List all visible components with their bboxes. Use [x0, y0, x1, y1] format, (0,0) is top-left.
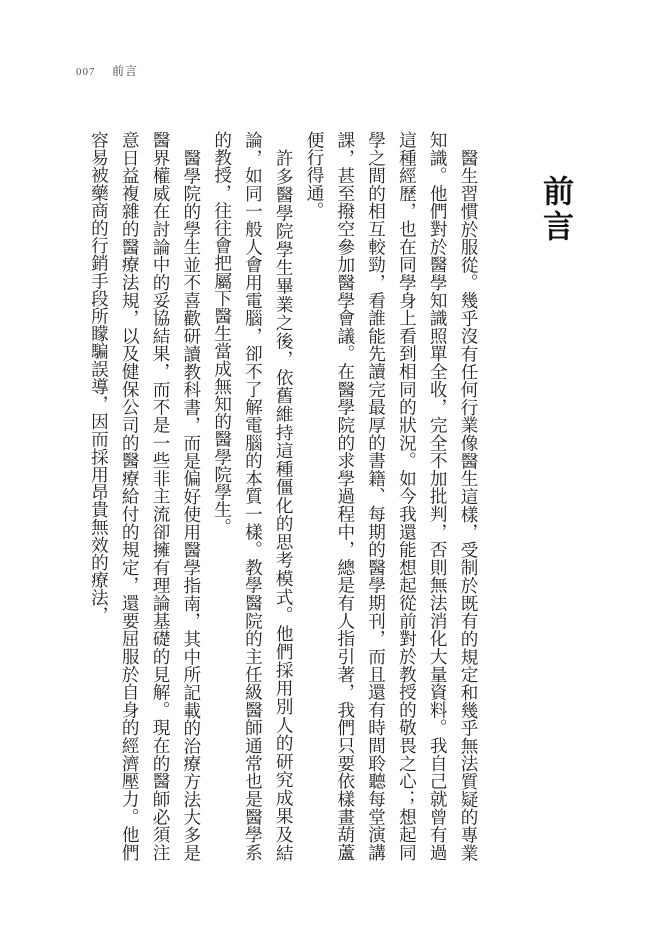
page-number: 007	[76, 66, 96, 78]
paragraph: 許多醫學院學生畢業之後，依舊維持這種僵化的思考模式。他們採用別人的研究成果及結論，如同一般人會用電腦，卻不了解電腦的本質一樣。教學醫院的主任級醫師通常也是醫學系的教授，往往會把屬下醫生當成無知的醫學院學生。	[211, 131, 294, 861]
body-text	[83, 131, 483, 861]
paragraph: 醫學院的學生並不喜歡研讀教科書，而是偏好使用醫學指南，其中所記載的治療方法大多是醫界權威在討論中的妥協結果，而不是一些非主流卻擁有理論基礎的見解。現在的醫師必須注意日益複雜的醫療法規，以及健保公司的醫療給付的規定，還要屈服於自身的經濟壓力。他們容易被藥商的行銷手段所矇騙誤導，因而採用昂貴無效的療法，	[88, 131, 201, 861]
section-title: 前言	[112, 64, 139, 78]
running-head	[76, 62, 138, 79]
paragraph: 醫生習慣於服從。幾乎沒有任何行業像醫生這樣，受制於既有的規定和幾乎無法質疑的專業知識。他們對於醫學知識照單全收，完全不加批判，否則無法消化大量資料。我自己就曾有過這種經歷，也在同學身上看到相同的狀況。如今我還能想起從前對於教授的敬畏之心；想起同學之間的相互較勁，看誰能先讀完最厚的書籍、每期的醫學期刊，而且還有時間聆聽每堂演講課，甚至撥空參加醫學會議。在醫學院的求學過程中，總是有人指引著，我們只要依樣畫葫蘆便行得通。	[304, 131, 478, 861]
chapter-title: 前言	[537, 175, 573, 245]
